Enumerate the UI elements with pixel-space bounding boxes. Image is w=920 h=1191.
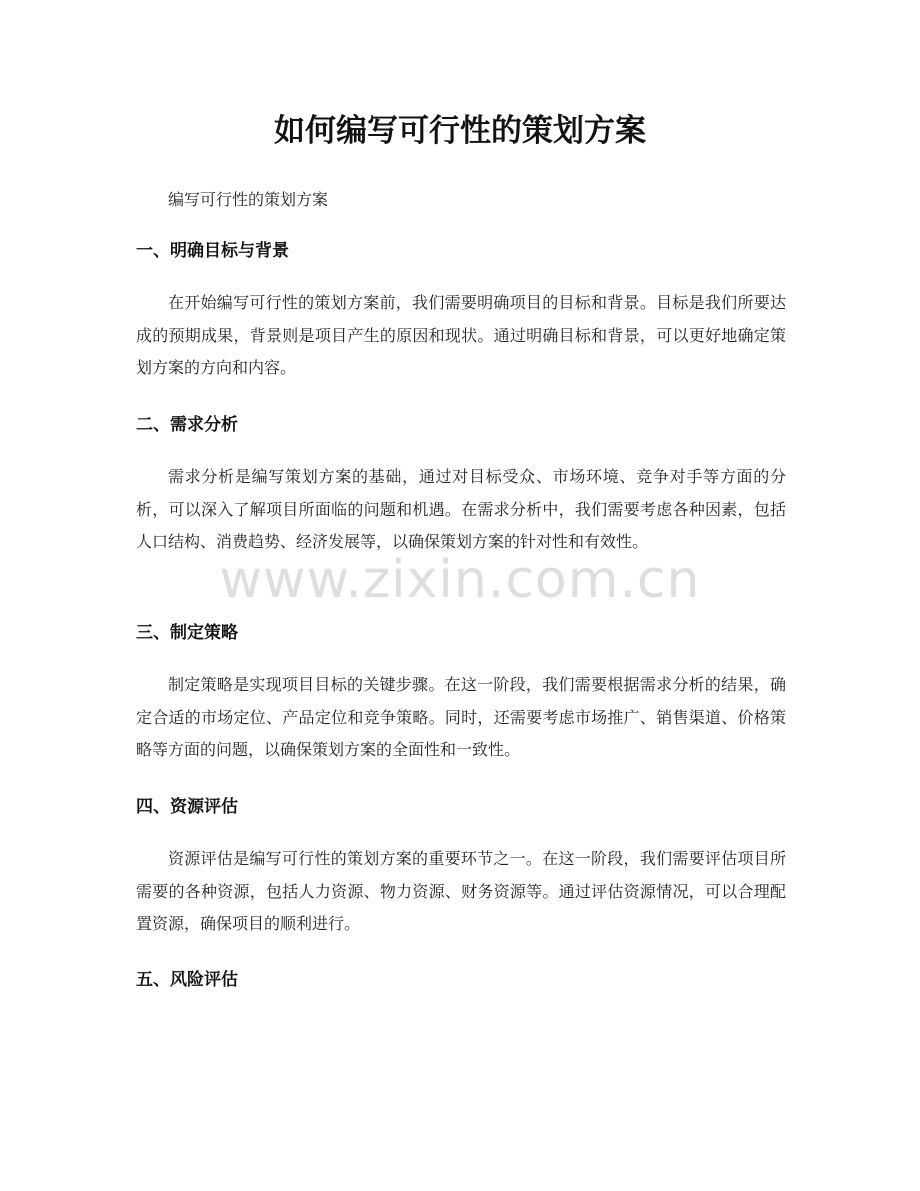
section-body-needs: 需求分析是编写策划方案的基础，通过对目标受众、市场环境、竞争对手等方面的分析，可以深入了解项目所面临的问题和机遇。在需求分析中，我们需要考虑各种因素，包括人口结构、消费趋势、经济发展等，以确保策划方案的针对性和有效性。 [136,467,786,551]
section-heading-resources: 四、资源评估 [136,797,238,817]
section-heading-needs: 二、需求分析 [136,415,238,435]
watermark: www.zixin.com.cn [219,550,701,610]
section-body-strategy: 制定策略是实现项目目标的关键步骤。在这一阶段，我们需要根据需求分析的结果，确定合适的市场定位、产品定位和竞争策略。同时，还需要考虑市场推广、销售渠道、价格策略等方面的问题，以确保策划方案的全面性和一致性。 [136,675,786,759]
document-title: 如何编写可行性的策划方案 [274,113,646,149]
section-heading-strategy: 三、制定策略 [136,623,238,643]
section-body-resources: 资源评估是编写可行性的策划方案的重要环节之一。在这一阶段，我们需要评估项目所需要的各种资源，包括人力资源、物力资源、财务资源等。通过评估资源情况，可以合理配置资源，确保项目的顺利进行。 [136,849,786,933]
section-body-goals: 在开始编写可行性的策划方案前，我们需要明确项目的目标和背景。目标是我们所要达成的预期成果，背景则是项目产生的原因和现状。通过明确目标和背景，可以更好地确定策划方案的方向和内容。 [136,293,786,377]
section-heading-risk: 五、风险评估 [136,970,238,990]
document-subtitle: 编写可行性的策划方案 [168,190,329,209]
section-heading-goals: 一、明确目标与背景 [136,241,289,261]
